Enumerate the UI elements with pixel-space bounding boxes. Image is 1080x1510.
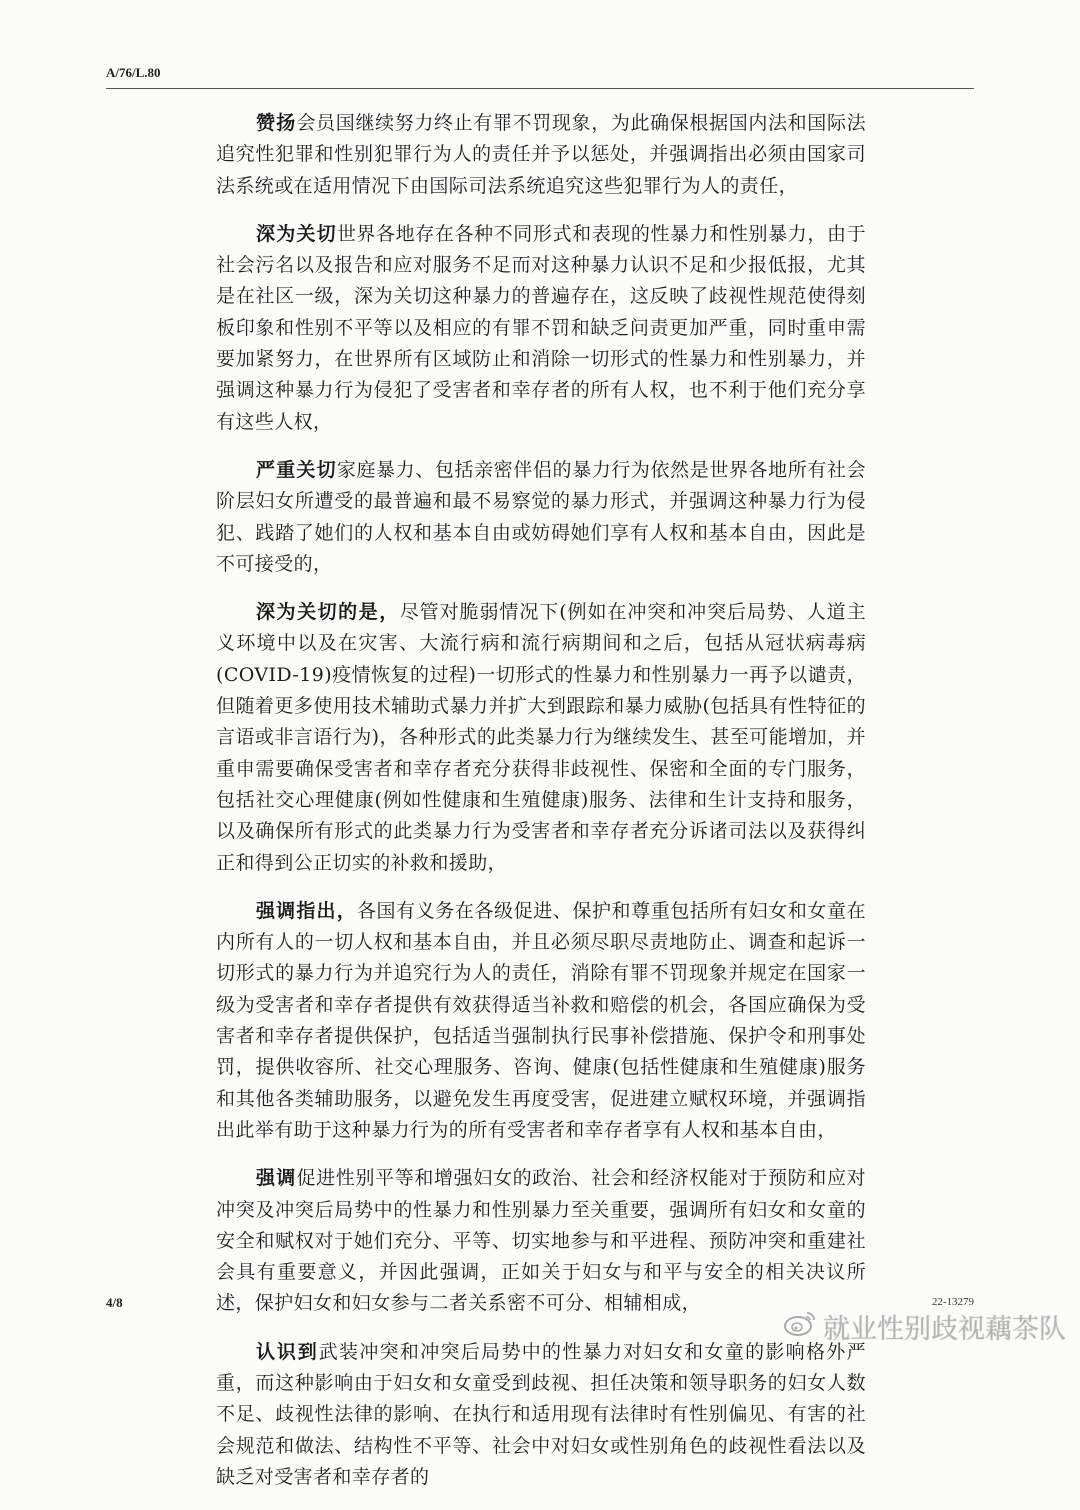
paragraph-text: 武装冲突和冲突后局势中的性暴力对妇女和女童的影响格外严重，而这种影响由于妇女和女童受到歧视、担任决策和领导职务的妇女人数不足、歧视性法律的影响、在执行和适用现有法律时有性别偏见、有害的社会规范和做法、结构性不平等、社会中对妇女或性别角色的歧视性看法以及缺乏对受害者和幸存者的	[216, 1340, 866, 1488]
paragraph-deeply-concerned-that	[216, 597, 866, 879]
paragraph-text: 世界各地存在各种不同形式和表现的性暴力和性别暴力，由于社会污名以及报告和应对服务不足而对这种暴力认识不足和少报低报，尤其是在社区一级，深为关切这种暴力的普遍存在，这反映了歧视性规范使得刻板印象和性别不平等以及相应的有罪不罚和缺乏问责更加严重，同时重申需要加紧努力，在世界所有区域防止和消除一切形式的性暴力和性别暴力，并强调这种暴力行为侵犯了受害者和幸存者的所有人权，也不利于他们充分享有这些人权，	[216, 222, 866, 433]
paragraph-deeply-concerned	[216, 219, 866, 438]
document-number: 22-13279	[931, 1296, 974, 1308]
weibo-logo-icon	[783, 1308, 817, 1345]
paragraph-text: 会员国继续努力终止有罪不罚现象，为此确保根据国内法和国际法追究性犯罪和性别犯罪行为人的责任并予以惩处，并强调指出必须由国家司法系统或在适用情况下由国际司法系统追究这些犯罪行为人的责任，	[216, 112, 866, 197]
paragraph-lead: 强调指出，	[256, 899, 357, 922]
paragraph-lead: 强调	[256, 1167, 297, 1190]
paragraph-lead: 赞扬	[256, 112, 297, 134]
watermark	[783, 1307, 1066, 1346]
paragraph-lead: 深为关切	[256, 222, 337, 245]
paragraph-stressing	[216, 896, 866, 1146]
paragraph-lead: 深为关切的是，	[256, 601, 400, 624]
paragraph-text: 家庭暴力、包括亲密伴侣的暴力行为依然是世界各地所有社会阶层妇女所遭受的最普遍和最不易察觉的暴力形式，并强调这种暴力行为侵犯、践踏了她们的人权和基本自由或妨碍她们享有人权和基本自由，因此是不可接受的，	[216, 458, 866, 575]
paragraph-gravely-concerned	[216, 455, 866, 580]
resolution-body	[216, 108, 866, 1510]
document-symbol: A/76/L.80	[106, 65, 161, 80]
page-number: 4/8	[106, 1295, 123, 1310]
paragraph-recognizing	[216, 1337, 866, 1493]
paragraph-text: 促进性别平等和增强妇女的政治、社会和经济权能对于预防和应对冲突及冲突后局势中的性暴力和性别暴力至关重要，强调所有妇女和女童的安全和赋权对于她们充分、平等、切实地参与和平进程、预防冲突和重建社会具有重要意义，并因此强调，正如关于妇女与和平与安全的相关决议所述，保护妇女和妇女参与二者关系密不可分、相辅相成，	[216, 1167, 866, 1315]
paragraph-commends	[216, 108, 866, 202]
paragraph-lead: 认识到	[256, 1340, 319, 1363]
paragraph-lead: 严重关切	[256, 458, 337, 481]
paragraph-emphasizing	[216, 1163, 866, 1319]
paragraph-text: 各国有义务在各级促进、保护和尊重包括所有妇女和女童在内所有人的一切人权和基本自由，并且必须尽职尽责地防止、调查和起诉一切形式的暴力行为并追究行为人的责任，消除有罪不罚现象并规定在国家一级为受害者和幸存者提供有效获得适当补救和赔偿的机会，各国应确保为受害者和幸存者提供保护，包括适当强制执行民事补偿措施、保护令和刑事处罚，提供收容所、社交心理服务、咨询、健康(包括性健康和生殖健康)服务和其他各类辅助服务，以避免发生再度受害，促进建立赋权环境，并强调指出此举有助于这种暴力行为的所有受害者和幸存者享有人权和基本自由，	[216, 899, 866, 1141]
paragraph-text: 尽管对脆弱情况下(例如在冲突和冲突后局势、人道主义环境中以及在灾害、大流行病和流行病期间和之后，包括从冠状病毒病(COVID-19)疫情恢复的过程)一切形式的性暴力和性别暴力一再予以谴责，但随着更多使用技术辅助式暴力并扩大到跟踪和暴力威胁(包括具有性特征的言语或非言语行为)，各种形式的此类暴力行为继续发生、甚至可能增加，并重申需要确保受害者和幸存者充分获得非歧视性、保密和全面的专门服务，包括社交心理健康(例如性健康和生殖健康)服务、法律和生计支持和服务，以及确保所有形式的此类暴力行为受害者和幸存者充分诉诸司法以及获得纠正和得到公正切实的补救和援助，	[216, 601, 866, 874]
watermark-text: 就业性别歧视藕茶队	[823, 1314, 1066, 1345]
header-divider	[106, 88, 974, 89]
